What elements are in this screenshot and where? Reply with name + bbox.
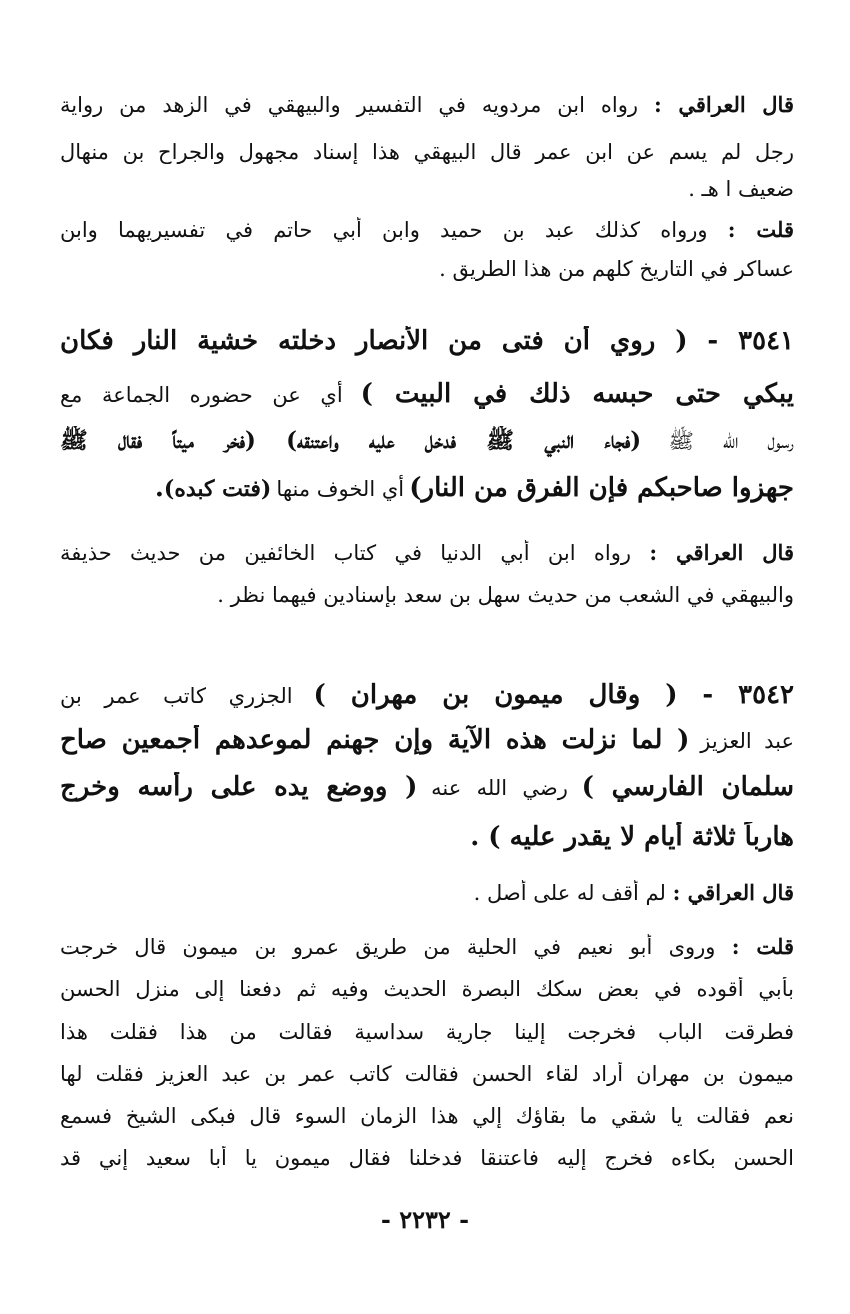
- text-line: جهزوا صاحبكم فإن الفرق من النار) أي الخوف منها (فتت كبده).: [154, 473, 794, 503]
- speaker-label: قلت :: [731, 934, 794, 959]
- text-line: ضعيف ا هـ .: [688, 177, 794, 201]
- speaker-label: قال العراقي :: [649, 540, 794, 565]
- speaker-label: قال العراقي :: [672, 880, 794, 905]
- text-line: عساكر في التاريخ كلهم من هذا الطريق .: [439, 257, 794, 281]
- text-line: الحسن بكاءه فخرج إليه فاعتنقا فدخلنا فقال ميمون يا أبا سعيد إني قد: [60, 1146, 794, 1170]
- text-line: بأبي أقوده في بعض سكك البصرة الحديث وفيه ثم دفعنا إلى منزل الحسن: [60, 977, 794, 1001]
- page-number: - ٢٢٣٢ -: [380, 1205, 470, 1234]
- text-line: رسول الله ﷺ (فجاء النبي ﷺ فدخل عليه واعتنقه) (فخر ميتاً فقال ﷺ: [60, 427, 794, 454]
- text-line: قال العراقي : رواه ابن مردويه في التفسير والبيهقي في الزهد من رواية: [60, 92, 794, 117]
- text-line: قال العراقي : لم أقف له على أصل .: [473, 880, 794, 905]
- text-line: قلت : ورواه كذلك عبد بن حميد وابن أبي حاتم في تفسيريهما وابن: [60, 217, 794, 242]
- text-line: رجل لم يسم عن ابن عمر قال البيهقي هذا إسناد مجهول والجراح بن منهال: [60, 140, 794, 164]
- text-line: ٣٥٤١ - ( روي أن فتى من الأنصار دخلته خشية النار فكان: [60, 326, 794, 356]
- text-line: والبيهقي في الشعب من حديث سهل بن سعد بإسنادين فيهما نظر .: [217, 583, 794, 607]
- text-line: سلمان الفارسي ) رضي الله عنه ( ووضع يده على رأسه وخرج: [60, 772, 794, 802]
- text-line: يبكي حتى حبسه ذلك في البيت ) أي عن حضوره الجماعة مع: [60, 379, 794, 409]
- text-line: هارباً ثلاثة أيام لا يقدر عليه ) .: [470, 822, 794, 852]
- text-line: نعم فقالت يا شقي ما بقاؤك إلي هذا الزمان السوء قال فبكى الشيخ فسمع: [60, 1104, 794, 1128]
- text-line: ميمون بن مهران أراد لقاء الحسن فقالت كاتب عمر بن عبد العزيز فقلت لها: [60, 1062, 794, 1086]
- text-line: قال العراقي : رواه ابن أبي الدنيا في كتاب الخائفين من حديث حذيفة: [60, 540, 794, 565]
- text-line: ٣٥٤٢ - ( وقال ميمون بن مهران ) الجزري كاتب عمر بن: [60, 680, 794, 710]
- speaker-label: قلت :: [727, 217, 794, 242]
- speaker-label: قال العراقي :: [654, 92, 794, 117]
- text-line: قلت : وروى أبو نعيم في الحلية من طريق عمرو بن ميمون قال خرجت: [60, 934, 794, 959]
- text-line: عبد العزيز ( لما نزلت هذه الآية وإن جهنم لموعدهم أجمعين صاح: [60, 725, 794, 755]
- text-line: فطرقت الباب فخرجت إلينا جارية سداسية فقالت من هذا فقلت هذا: [60, 1020, 794, 1044]
